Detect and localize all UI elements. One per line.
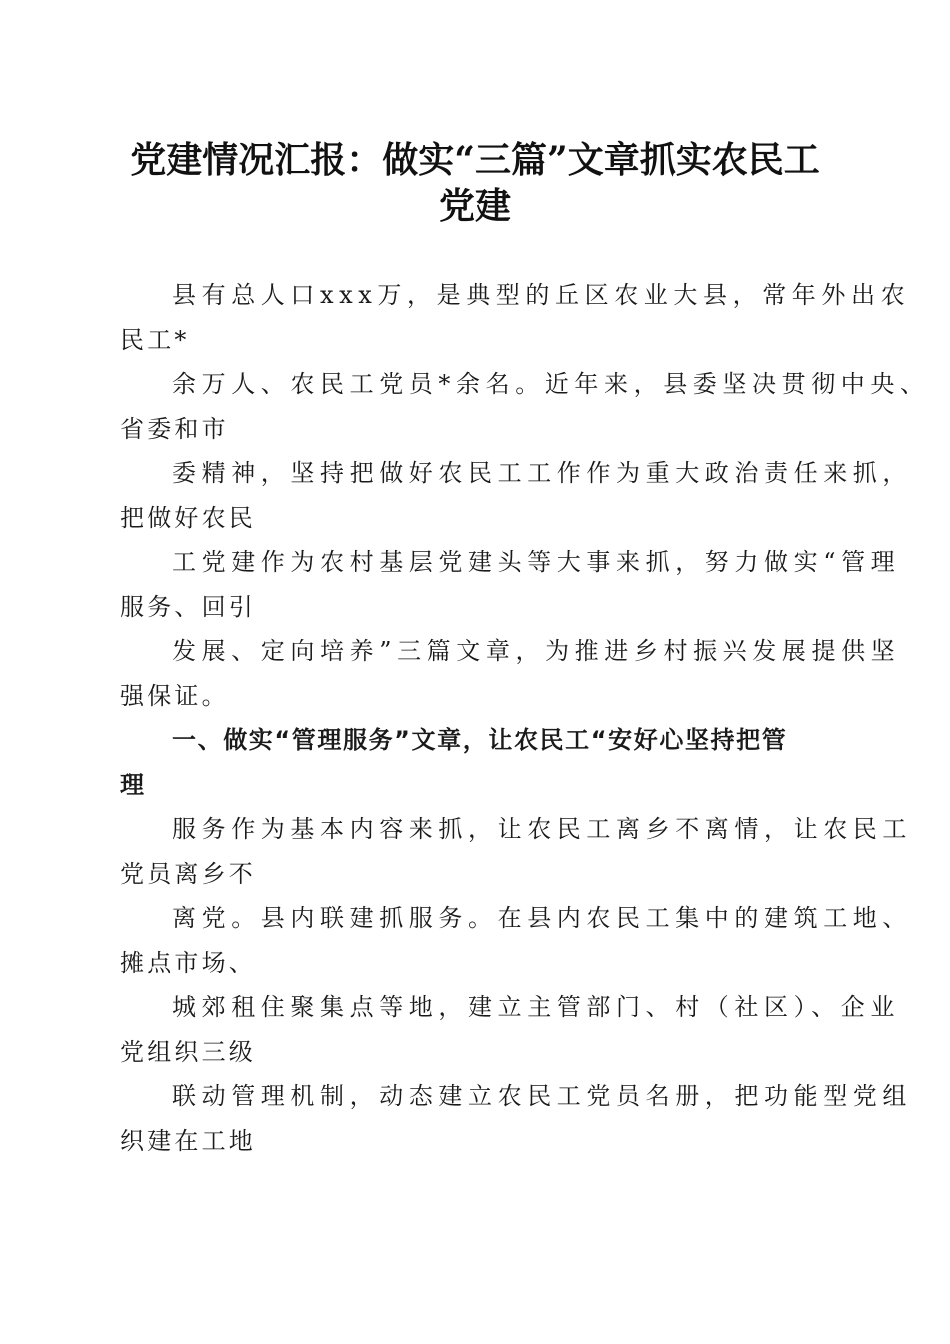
- paragraph: [120, 458, 912, 547]
- paragraph: [120, 992, 900, 1081]
- document-body: [120, 280, 930, 1170]
- paragraph-line: 服务、回引: [120, 593, 256, 621]
- paragraph: [120, 1081, 912, 1170]
- paragraph-line: 城郊租住聚集点等地，建立主管部门、村（社区）、企业: [172, 993, 900, 1021]
- paragraph-line: 委精神，坚持把做好农民工工作作为重大政治责任来抓，: [172, 459, 912, 487]
- paragraph: [120, 636, 901, 725]
- paragraph-line: 发展、定向培养”三篇文章，为推进乡村振兴发展提供坚: [172, 637, 901, 665]
- paragraph-line: 服务作为基本内容来抓，让农民工离乡不离情，让农民工: [172, 815, 912, 843]
- paragraph: [120, 369, 930, 458]
- paragraph-line: 余万人、农民工党员*余名。近年来，县委坚决贯彻中央、: [172, 370, 930, 398]
- paragraph-line: 党员离乡不: [120, 860, 256, 888]
- document-title-line-2: 党建: [438, 185, 511, 227]
- paragraph-line: 摊点市场、: [120, 949, 256, 977]
- paragraph-line: 强保证。: [120, 682, 229, 710]
- section-heading: [120, 725, 832, 814]
- paragraph-line: 县有总人口xxx万，是典型的丘区农业大县，常年外出农: [172, 281, 911, 309]
- paragraph: [120, 547, 901, 636]
- paragraph-line: 联动管理机制，动态建立农民工党员名册，把功能型党组: [172, 1082, 912, 1110]
- document-title-line-1: 党建情况汇报：做实“三篇”文章抓实农民工: [130, 139, 820, 181]
- section-heading-line: 理: [120, 771, 146, 799]
- paragraph-line: 党组织三级: [120, 1038, 256, 1066]
- paragraph: [120, 903, 912, 992]
- paragraph-line: 离党。县内联建抓服务。在县内农民工集中的建筑工地、: [172, 904, 912, 932]
- paragraph-line: 织建在工地: [120, 1127, 256, 1155]
- paragraph-line: 民工*: [120, 326, 190, 354]
- paragraph-line: 省委和市: [120, 415, 229, 443]
- paragraph-line: 把做好农民: [120, 504, 256, 532]
- paragraph-line: 工党建作为农村基层党建头等大事来抓，努力做实“管理: [172, 548, 901, 576]
- paragraph: [120, 814, 912, 903]
- paragraph: [120, 280, 911, 369]
- section-heading-line: 一、做实“管理服务”文章，让农民工“安好心坚持把管: [172, 726, 788, 754]
